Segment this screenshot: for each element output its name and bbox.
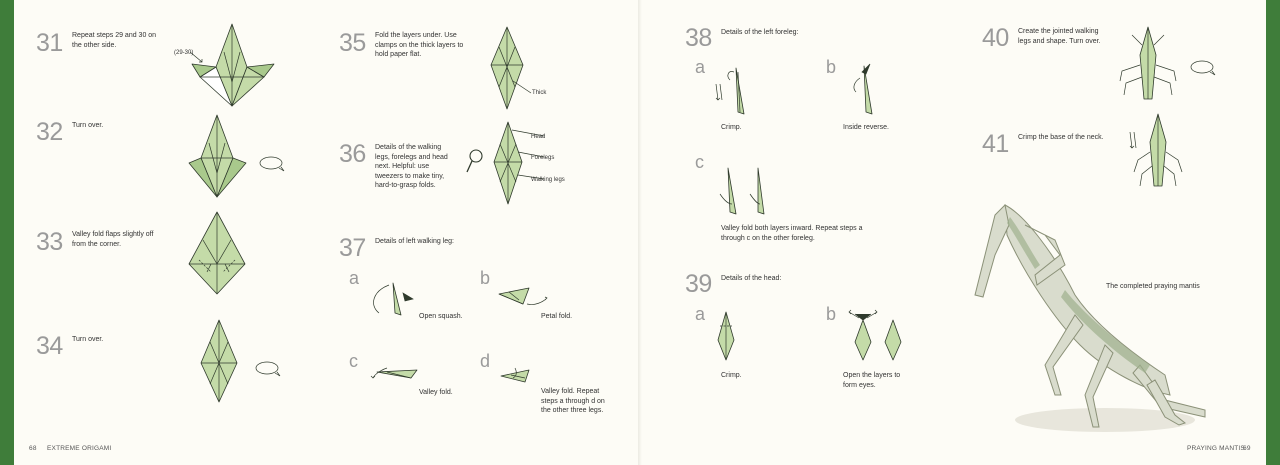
- step-37d-letter: d: [480, 351, 491, 371]
- step-39b-caption: Open the layers to form eyes.: [843, 372, 901, 389]
- step-37d-diagram: [499, 364, 539, 386]
- step-41-number: 41: [982, 130, 1009, 158]
- step-32-number: 32: [36, 118, 63, 146]
- step-37a-letter: a: [349, 268, 360, 288]
- step-36-number: 36: [339, 140, 366, 168]
- step-39b-letter: b: [826, 304, 837, 324]
- photo-caption: The completed praying mantis: [1106, 283, 1200, 290]
- step-35-thick-label: Thick: [532, 90, 547, 96]
- right-page: [640, 0, 1263, 465]
- right-page-number: 69: [1243, 445, 1251, 452]
- step-37-number: 37: [339, 234, 366, 262]
- step-39a-caption: Crimp.: [721, 372, 742, 379]
- step-41-diagram: [1128, 112, 1188, 190]
- step-31-number: 31: [36, 29, 63, 57]
- step-37a-diagram: [365, 275, 420, 320]
- step-37a-caption: Open squash.: [419, 313, 463, 320]
- step-40-text: Create the jointed walking legs and shape. Turn over.: [1018, 28, 1101, 45]
- step-39-text: Details of the head:: [721, 275, 782, 282]
- step-33-text: Valley fold flaps slightly off from the corner.: [72, 231, 154, 248]
- right-running-title: PRAYING MANTIS: [1187, 445, 1245, 452]
- step-39-number: 39: [685, 270, 712, 298]
- left-running-title: EXTREME ORIGAMI: [47, 445, 112, 452]
- step-38a-caption: Crimp.: [721, 124, 742, 131]
- step-32-diagram: [189, 113, 309, 201]
- step-38b-diagram: [846, 60, 886, 118]
- step-33-diagram: [189, 210, 249, 298]
- step-37b-caption: Petal fold.: [541, 313, 573, 320]
- step-38c-letter: c: [695, 152, 704, 172]
- left-page-number: 68: [29, 445, 37, 452]
- step-37b-letter: b: [480, 268, 491, 288]
- step-37c-letter: c: [349, 351, 358, 371]
- step-39b-diagram: [845, 306, 915, 364]
- step-31-ref: (29-30): [174, 50, 194, 56]
- step-31-text: Repeat steps 29 and 30 on the other side.: [72, 32, 157, 49]
- mantis-photo: [965, 195, 1205, 445]
- right-border: [1266, 0, 1280, 465]
- step-31-diagram: [192, 22, 282, 110]
- step-32-text: Turn over.: [72, 122, 104, 129]
- step-34-text: Turn over.: [72, 336, 104, 343]
- left-border: [0, 0, 14, 465]
- step-35-diagram: [489, 25, 559, 113]
- step-38c-diagram: [714, 164, 774, 219]
- step-37c-caption: Valley fold.: [419, 389, 453, 396]
- step-34-diagram: [201, 318, 301, 406]
- step-36-diagram: [492, 120, 562, 208]
- step-35-number: 35: [339, 29, 366, 57]
- forelegs-label: Forelegs: [531, 155, 555, 161]
- step-38b-letter: b: [826, 57, 837, 77]
- step-37c-diagram: [367, 362, 427, 384]
- step-38c-caption: Valley fold both layers inward. Repeat steps a through c on the other foreleg.: [721, 225, 863, 242]
- step-38a-diagram: [712, 62, 752, 120]
- step-38b-caption: Inside reverse.: [843, 124, 889, 131]
- step-37b-diagram: [495, 282, 555, 312]
- step-40-diagram: [1118, 25, 1218, 103]
- walking-legs-label: Walking legs: [531, 177, 565, 183]
- step-38-text: Details of the left foreleg:: [721, 29, 799, 36]
- step-33-number: 33: [36, 228, 63, 256]
- step-36-text: Details of the walking legs, forelegs and head next. Helpful: use tweezers to make tiny, hard-to-grasp folds.: [375, 144, 448, 189]
- step-35-text: Fold the layers under. Use clamps on the thick layers to hold paper flat.: [375, 32, 464, 58]
- left-page: [17, 0, 640, 465]
- step-41-text: Crimp the base of the neck.: [1018, 134, 1104, 141]
- step-39a-letter: a: [695, 304, 706, 324]
- step-39a-diagram: [716, 310, 740, 362]
- step-34-number: 34: [36, 332, 63, 360]
- head-label: Head: [531, 134, 546, 140]
- step-38a-letter: a: [695, 57, 706, 77]
- step-37-text: Details of left walking leg:: [375, 238, 454, 245]
- step-37d-caption: Valley fold. Repeat steps a through d on the other three legs.: [541, 388, 605, 414]
- step-40-number: 40: [982, 24, 1009, 52]
- step-38-number: 38: [685, 24, 712, 52]
- magnifier-icon: [465, 148, 485, 176]
